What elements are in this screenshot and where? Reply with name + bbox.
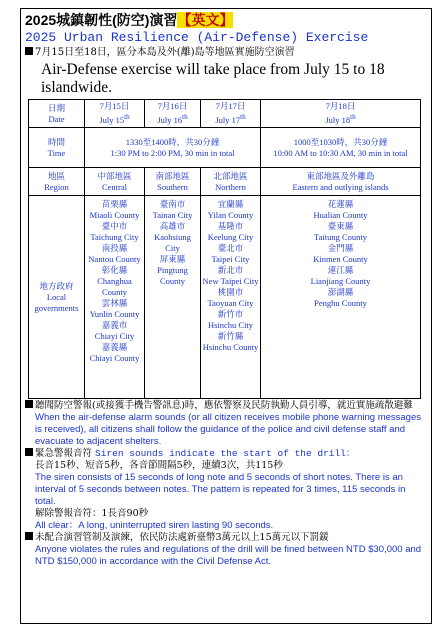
government-cell-southern: 臺南市 Tainan City 高雄市 Kaohsiung City 屏東縣 Pingtung County xyxy=(145,196,201,399)
title-chinese xyxy=(25,12,428,29)
region-header: 地區 Region xyxy=(29,168,85,196)
government-cell-northern: 宜蘭縣 Yilan County 基隆市 Keelung City 臺北市 Taipei City 新北市 New Taipei City 桃園市 Taoyuan City 新竹市 Hsinchu City 新竹縣 Hsinchu County xyxy=(201,196,261,399)
title-english: 2025 Urban Resilience (Air-Defense) Exercise xyxy=(25,30,369,45)
date-cell: 7月15日 July 15th xyxy=(85,100,145,128)
time-row xyxy=(29,128,421,168)
region-cell: 北部地區 Northern xyxy=(201,168,261,196)
bullet-square-icon xyxy=(25,532,33,540)
region-row xyxy=(29,168,421,196)
exercise-notice xyxy=(20,8,432,624)
region-cell: 南部地區 Southern xyxy=(145,168,201,196)
note-all-clear-english: All clear：A long, uninterrupted siren lasting 90 seconds. xyxy=(35,520,274,531)
government-cell-eastern: 花蓮縣 Hualian County 臺東縣 Taitung County 金門縣 Kinmen County 連江縣 Lianjiang County 澎湖縣 Penghu County xyxy=(261,196,421,399)
region-cell: 東部地區及外離島 Eastern and outlying islands xyxy=(261,168,421,196)
note-siren-detail-chinese: 長音15秒、短音5秒，各音節間隔5秒，連續3次，共115秒 xyxy=(35,460,283,471)
intro-english: Air-Defense exercise will take place from July 15 to 18 islandwide. xyxy=(41,61,385,96)
bullet-square-icon xyxy=(25,47,33,55)
title-main: 2025城鎮韌性(防空)演習 xyxy=(25,12,178,28)
title-english-tag: 【英文】 xyxy=(177,12,234,28)
note-siren-english: The siren consists of 15 seconds of long note and 5 seconds of short notes. There is an interval of 5 seconds between notes. The pattern is repeated for 3 times, 115 seconds in total. xyxy=(35,472,406,507)
note-evacuation-chinese: 聽聞防空警報(或接獲手機告警訊息)時，應依警察及民防執勤人員引導，就近實施疏散避難 xyxy=(25,400,428,412)
bullet-square-icon xyxy=(25,448,33,456)
region-cell: 中部地區 Central xyxy=(85,168,145,196)
date-header: 日期 Date xyxy=(29,100,85,128)
schedule-table xyxy=(28,99,421,399)
note-penalty-chinese: 未配合演習管制及演練，依民防法處新臺幣3萬元以上15萬元以下罰鍰 xyxy=(25,532,428,544)
note-evacuation-english: When the air-defense alarm sounds (or all citizen receives mobile phone warning messages is received), all citizens shall follow the guidance of the police and civil defense staff and evacuate to adjacent shelters. xyxy=(35,412,421,447)
government-header: 地方政府 Local governments xyxy=(29,196,85,399)
time-header: 時間 Time xyxy=(29,128,85,168)
time-cell-main: 1330至1400時，共30分鐘 1:30 PM to 2:00 PM, 30 min in total xyxy=(85,128,261,168)
note-all-clear-chinese: 解除警報音符：1長音90秒 xyxy=(35,508,149,519)
note-siren-inline-english: Siren sounds indicate the start of the drill： xyxy=(95,448,356,459)
government-row xyxy=(29,196,421,399)
notes-section xyxy=(25,400,428,568)
date-cell: 7月16日 July 16th xyxy=(145,100,201,128)
intro-chinese: 7月15日至18日，區分本島及外(離)島等地區實施防空演習 xyxy=(25,46,428,59)
date-cell: 7月17日 July 17th xyxy=(201,100,261,128)
government-cell-central: 苗栗縣 Miaoli County 臺中市 Taichung City 南投縣 Nantou County 彰化縣 Changhua County 雲林縣 Yunlin County 嘉義市 Chiayi City 嘉義縣 Chiayi County xyxy=(85,196,145,399)
note-siren-chinese: 緊急警報音符 Siren sounds indicate the start of the drill： xyxy=(25,448,428,460)
note-penalty-english: Anyone violates the rules and regulations of the drill will be fined between NTD $30,000 and NTD $150,000 in accordance with the Civil Defense Act. xyxy=(35,544,422,567)
date-row xyxy=(29,100,421,128)
time-cell-last: 1000至1030時，共30分鐘 10:00 AM to 10:30 AM, 30 min in total xyxy=(261,128,421,168)
bullet-square-icon xyxy=(25,400,33,408)
date-cell: 7月18日 July 18th xyxy=(261,100,421,128)
